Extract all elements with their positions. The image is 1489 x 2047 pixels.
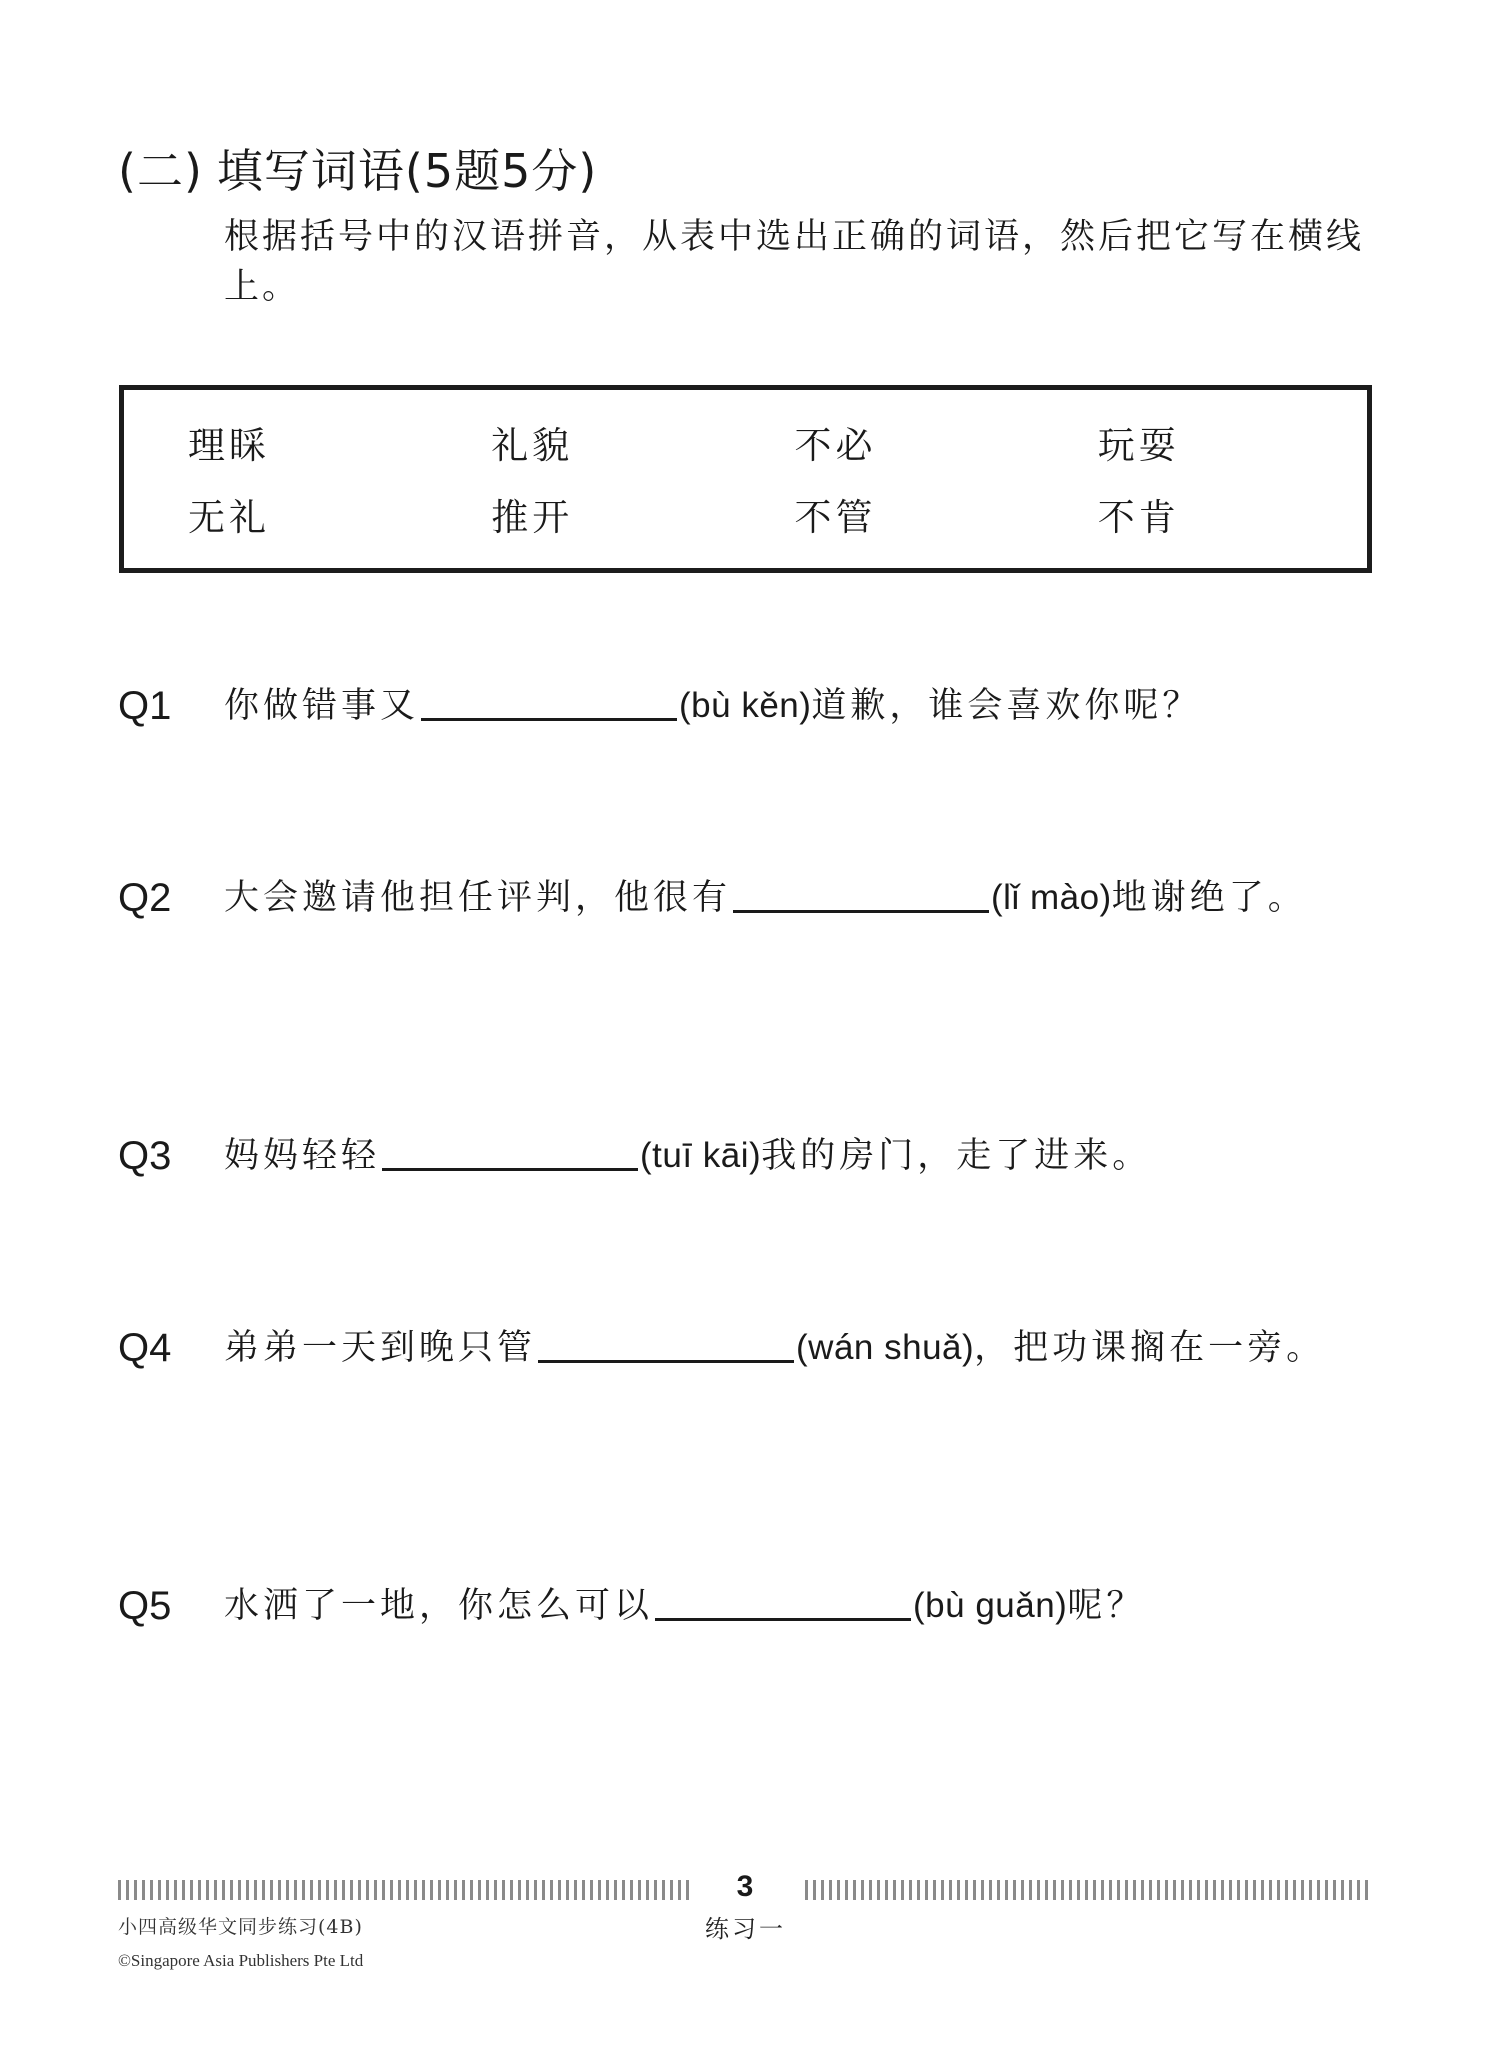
section-title: 填写词语 (216, 144, 405, 198)
word-bank-item: 无礼 (188, 496, 270, 539)
pinyin-hint: (lǐ mào) (991, 878, 1112, 917)
footer-stripe-decoration (118, 1880, 690, 1900)
page-number: 3 (736, 1870, 754, 1903)
word-bank-item: 不必 (794, 424, 877, 467)
question-label: Q4 (118, 1326, 172, 1370)
word-bank-item: 不肯 (1097, 496, 1180, 539)
pinyin-hint: (bù kěn) (679, 686, 812, 725)
question-text (224, 670, 1378, 742)
answer-blank[interactable] (382, 1127, 638, 1171)
word-bank-box (119, 385, 1372, 573)
question-text (224, 1120, 1378, 1192)
word-bank-grid (124, 390, 1367, 568)
answer-blank[interactable] (733, 869, 989, 913)
question-text-before: 大会邀请他担任评判，他很有 (224, 878, 732, 918)
footer-copyright: ©Singapore Asia Publishers Pte Ltd (118, 1951, 364, 1970)
pinyin-hint: (tuī kāi) (640, 1136, 762, 1175)
question-text-before: 你做错事又 (224, 686, 420, 726)
question-text-after: 我的房门，走了进来。 (761, 1136, 1152, 1176)
question-text-before: 水洒了一地，你怎么可以 (224, 1586, 654, 1626)
question-text-after: 地谢绝了。 (1111, 878, 1307, 918)
question-text-before: 弟弟一天到晚只管 (224, 1328, 537, 1368)
section-heading (118, 143, 597, 199)
word-bank-item: 推开 (491, 496, 574, 539)
word-bank-item: 理睬 (188, 424, 270, 467)
question-text (224, 1312, 1378, 1384)
question-label: Q1 (118, 684, 172, 728)
section-number: (二) (118, 144, 203, 198)
instructions: 根据括号中的汉语拼音，从表中选出正确的词语，然后把它写在横线上。 (224, 217, 1365, 307)
question-label: Q2 (118, 876, 172, 920)
footer-stripe-decoration (805, 1880, 1370, 1900)
question-label: Q5 (118, 1584, 172, 1628)
word-bank-item: 礼貌 (491, 424, 574, 467)
word-bank-item: 不管 (794, 496, 877, 539)
question-text-after: 道歉，谁会喜欢你呢？ (811, 686, 1202, 726)
footer-book-title: 小四高级华文同步练习(4B) (118, 1916, 363, 1938)
question-label: Q3 (118, 1134, 172, 1178)
question-text-after: ，把功课搁在一旁。 (974, 1328, 1326, 1368)
pinyin-hint: (wán shuǎ) (796, 1328, 975, 1367)
word-bank-item: 玩耍 (1097, 424, 1180, 467)
question-text (224, 1570, 1378, 1642)
section-score: (5题5分) (404, 144, 598, 198)
answer-blank[interactable] (655, 1577, 911, 1621)
question-text (224, 862, 1378, 934)
answer-blank[interactable] (421, 677, 677, 721)
question-text-before: 妈妈轻轻 (224, 1136, 381, 1176)
pinyin-hint: (bù guǎn) (913, 1586, 1068, 1625)
answer-blank[interactable] (538, 1319, 794, 1363)
question-text-after: 呢？ (1067, 1586, 1146, 1626)
footer-exercise-label: 练习一 (705, 1915, 786, 1943)
